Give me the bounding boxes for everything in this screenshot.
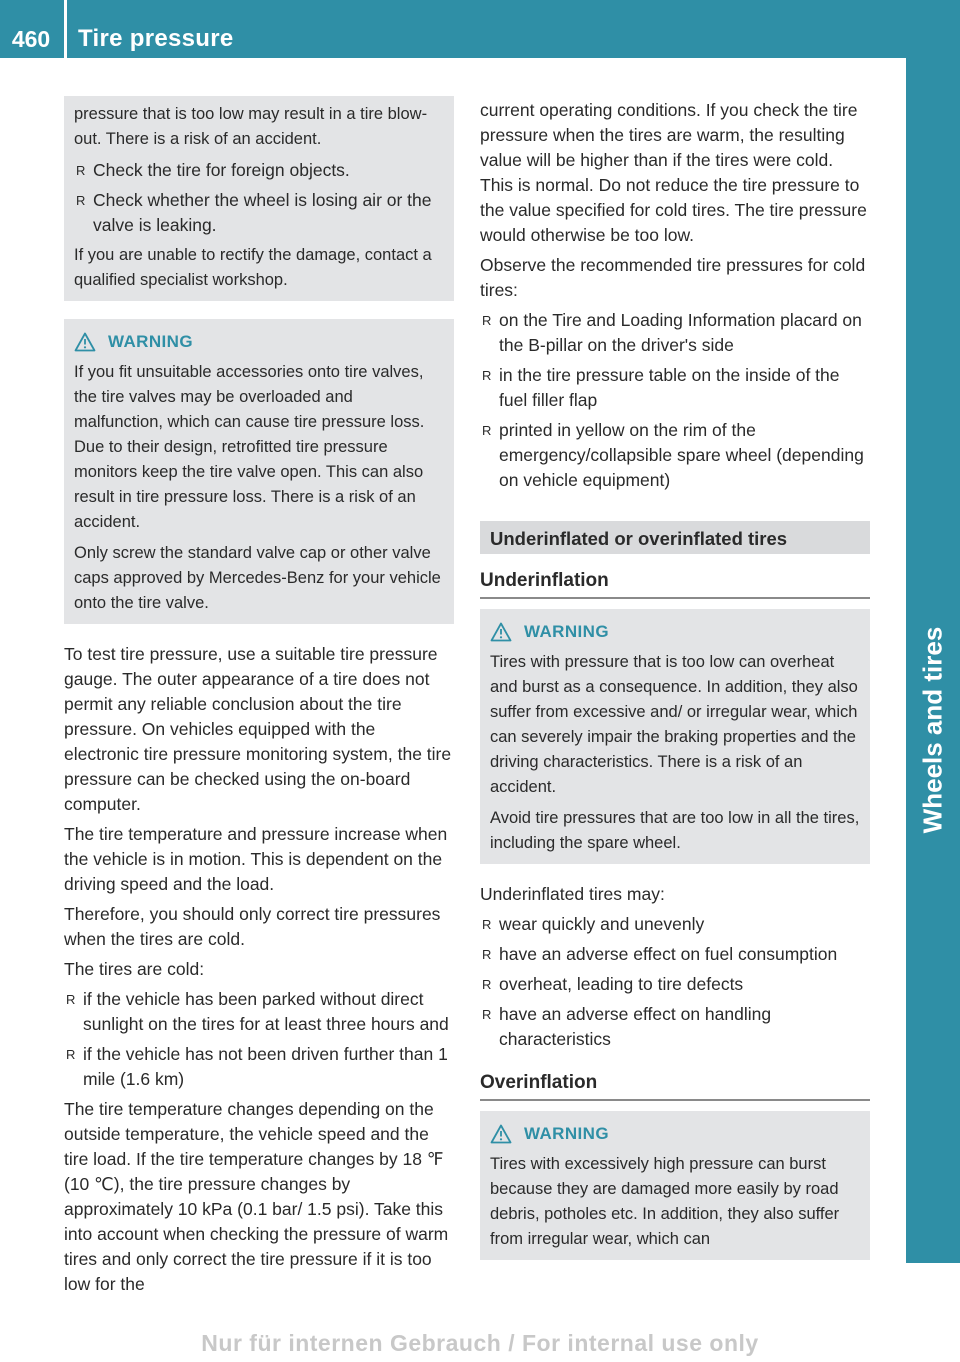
body-paragraph: To test tire pressure, use a suitable tire pressure gauge. The outer appearance of a tire does not permit any reliable conclusion about the tire pressure. On vehicles equipped with the electronic tire pressure monitoring system, the tire pressure can be checked using the on-board computer. <box>64 644 452 814</box>
bullet-marker: R <box>66 1047 76 1062</box>
bullet-marker: R <box>482 1007 492 1022</box>
right-column <box>480 98 870 1278</box>
warning-triangle-icon <box>490 1124 512 1144</box>
body-paragraph: current operating conditions. If you check the tire pressure when the tires are warm, the resulting value will be higher than if the tires were cold. This is normal. Do not reduce the tire pressure to the value specified for cold tires. The tire pressure would otherwise be too low. <box>480 100 867 245</box>
body-paragraph: Underinflated tires may: <box>480 884 665 904</box>
warning-paragraph: Tires with pressure that is too low can overheat and burst as a consequence. In addition, they also suffer from excessive and/ or irregular wear, which can severely impair the braking properties and the driving characteristics. There is a risk of an accident. <box>490 653 858 796</box>
list-item <box>480 1002 870 1052</box>
list-item <box>480 363 870 413</box>
bullet-marker: R <box>66 992 76 1007</box>
list-item <box>480 418 870 493</box>
warning-box <box>480 609 870 864</box>
page-number: 460 <box>11 26 51 52</box>
warning-paragraph: Avoid tire pressures that are too low in all the tires, including the spare wheel. <box>490 809 860 852</box>
list-item <box>64 987 454 1037</box>
bullet-marker: R <box>482 917 492 932</box>
list-item <box>480 912 870 937</box>
list-item-text: have an adverse effect on handling characteristics <box>499 1004 772 1049</box>
bullet-marker: R <box>482 368 492 383</box>
list-item <box>480 942 870 967</box>
list-item-text: if the vehicle has been parked without direct sunlight on the tires for at least three hours and <box>83 989 449 1034</box>
warning-triangle-icon <box>74 332 96 352</box>
subsection-heading-underinflation: Underinflation <box>480 568 870 599</box>
body-paragraph: The tires are cold: <box>64 959 205 979</box>
list-item-text: in the tire pressure table on the inside of the fuel filler flap <box>499 365 840 410</box>
warning-paragraph: Only screw the standard valve cap or other valve caps approved by Mercedes-Benz for your vehicle onto the tire valve. <box>74 544 441 612</box>
warning-title: WARNING <box>524 1124 609 1143</box>
footer-watermark: Nur für internen Gebrauch / For internal use only <box>201 1330 759 1356</box>
list-item-text: on the Tire and Loading Information placard on the B-pillar on the driver's side <box>499 310 862 355</box>
bullet-marker: R <box>482 977 492 992</box>
list-item <box>74 188 444 238</box>
section-heading: Underinflated or overinflated tires <box>480 521 870 554</box>
list-item <box>480 308 870 358</box>
section-label: Wheels and tires <box>917 626 948 834</box>
left-column <box>64 96 454 1302</box>
body-paragraph: The tire temperature changes depending on the outside temperature, the vehicle speed and the tire load. If the tire temperature changes by 18 ℉ (10 ℃), the tire pressure changes by approximately 10 kPa (0.1 bar/ 1.5 psi). Take this into account when checking the pressure of warm tires and only correct the tire pressure if it is too low for the <box>64 1099 449 1294</box>
body-paragraph: The tire temperature and pressure increase when the vehicle is in motion. This is dependent on the driving speed and the load. <box>64 824 448 894</box>
page-title: Tire pressure <box>78 25 234 52</box>
warning-header <box>490 1121 860 1146</box>
list-item <box>74 158 444 183</box>
bullet-marker: R <box>482 423 492 438</box>
warning-box <box>64 319 454 624</box>
bullet-marker: R <box>76 193 86 208</box>
box-paragraph: pressure that is too low may result in a tire blow-out. There is a risk of an accident. <box>74 105 428 148</box>
continued-warning-box <box>64 96 454 301</box>
warning-header <box>490 619 860 644</box>
list-item-text: Check the tire for foreign objects. <box>93 160 350 180</box>
list-item-text: overheat, leading to tire defects <box>499 974 744 994</box>
warning-paragraph: If you fit unsuitable accessories onto tire valves, the tire valves may be overloaded and malfunction, which can cause tire pressure loss. Due to their design, retrofitted tire pressure monitors keep the tire valve open. This can also result in tire pressure loss. There is a risk of an accident. <box>74 363 425 531</box>
warning-paragraph: Tires with excessively high pressure can burst because they are damaged more easily by road debris, potholes etc. In addition, they also suffer from irregular wear, which can <box>490 1155 840 1248</box>
list-item-text: Check whether the wheel is losing air or the valve is leaking. <box>93 190 432 235</box>
list-item <box>64 1042 454 1092</box>
bullet-marker: R <box>76 163 86 178</box>
bullet-marker: R <box>482 313 492 328</box>
warning-box <box>480 1111 870 1260</box>
body-paragraph: Therefore, you should only correct tire pressures when the tires are cold. <box>64 904 441 949</box>
box-paragraph: If you are unable to rectify the damage, contact a qualified specialist workshop. <box>74 246 432 289</box>
warning-title: WARNING <box>524 622 609 641</box>
header-divider <box>64 0 67 58</box>
list-item-text: wear quickly and unevenly <box>499 914 705 934</box>
list-item-text: if the vehicle has not been driven further than 1 mile (1.6 km) <box>83 1044 448 1089</box>
side-tab-label <box>906 590 960 870</box>
warning-title: WARNING <box>108 332 193 351</box>
bullet-marker: R <box>482 947 492 962</box>
body-paragraph: Observe the recommended tire pressures for cold tires: <box>480 255 866 300</box>
list-item-text: printed in yellow on the rim of the emergency/collapsible spare wheel (depending on vehicle equipment) <box>499 420 864 490</box>
list-item-text: have an adverse effect on fuel consumption <box>499 944 838 964</box>
subsection-heading-overinflation: Overinflation <box>480 1070 870 1101</box>
warning-header <box>74 329 444 354</box>
warning-triangle-icon <box>490 622 512 642</box>
list-item <box>480 972 870 997</box>
